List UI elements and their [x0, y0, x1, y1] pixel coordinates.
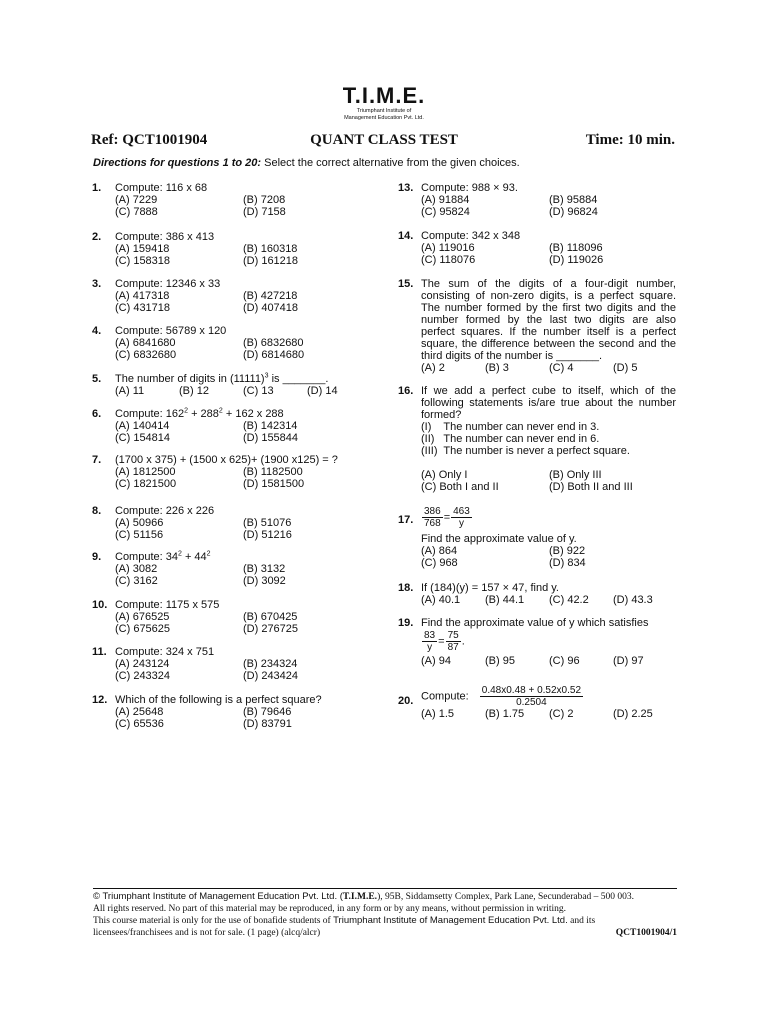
question-number: 5. [92, 373, 102, 385]
option-c: (C) 42.2 [549, 594, 589, 606]
question-7 [92, 454, 372, 505]
test-reference: Ref: QCT1001904 [91, 132, 208, 148]
option-a: (A) 1812500 [115, 466, 176, 478]
option-d: (D) 51216 [243, 529, 292, 541]
question-text: Compute: 1175 x 575 [115, 599, 220, 611]
questions-left-column [92, 182, 372, 730]
question-number: 13. [398, 182, 414, 194]
question-text: Find the approximate value of y. [421, 533, 577, 545]
directions-label: Directions for questions 1 to 20: [93, 157, 262, 169]
question-14 [398, 230, 676, 278]
question-number: 12. [92, 694, 108, 706]
rights-line: All rights reserved. No part of this material may be reproduced, in any form or by any means, without permission in writing. [93, 903, 567, 914]
question-20 [398, 685, 676, 720]
question-number: 11. [92, 646, 107, 658]
question-19 [398, 617, 676, 685]
option-d: (D) 83791 [243, 718, 292, 730]
option-c: (C) 243324 [115, 670, 171, 682]
fraction: $\frac{463}{y}$ [453, 506, 470, 529]
option-b: (B) 670425 [243, 611, 298, 623]
questions-right-column [398, 182, 676, 720]
option-c: (C) 6832680 [115, 349, 177, 361]
question-text: Compute: 116 x 68 [115, 182, 208, 194]
option-b: (B) 6832680 [243, 337, 304, 349]
question-text: Compute: 226 x 226 [115, 505, 215, 517]
equation: $\frac{386}{768}$ = $\frac{463}{y}$ [424, 506, 470, 529]
logo-subtitle-2: Management Education Pvt. Ltd. [344, 115, 424, 121]
question-number: 17. [398, 514, 414, 526]
fraction: $\frac{386}{768}$ [424, 506, 441, 529]
option-d: (D) 155844 [243, 432, 299, 444]
question-text: Compute: 324 x 751 [115, 646, 215, 658]
option-c: (C) 7888 [115, 206, 158, 218]
option-c: (C) 431718 [115, 302, 171, 314]
question-number: 20. [398, 695, 414, 707]
option-d: (D) 276725 [243, 623, 299, 635]
question-11 [92, 646, 372, 694]
directions-text: Select the correct alternative from the given choices. [261, 157, 520, 169]
option-a: (A) 2 [421, 362, 445, 374]
license-line: licensees/franchisees and is not for sale. (1 page) (alcq/alcr) [93, 927, 321, 938]
option-c: (C) 65536 [115, 718, 164, 730]
question-text: Compute: $34^2 + 44^2$ [115, 550, 211, 563]
option-a: (A) 11 [115, 385, 145, 397]
option-b: (B) 7208 [243, 194, 286, 206]
option-b: (B) 12 [179, 385, 209, 397]
option-d: (D) 119026 [549, 254, 604, 266]
option-d: (D) 3092 [243, 575, 286, 587]
option-a: (A) 243124 [115, 658, 170, 670]
question-number: 8. [92, 505, 102, 517]
question-text: Compute: 56789 x 120 [115, 325, 227, 337]
option-c: (C) 158318 [115, 255, 171, 267]
question-8 [92, 505, 372, 551]
option-a: (A) 864 [421, 545, 458, 557]
option-a: (A) 119016 [421, 242, 475, 254]
question-number: 7. [92, 454, 102, 466]
option-c: (C) 13 [243, 385, 274, 397]
option-a: (A) 40.1 [421, 594, 461, 606]
option-d: (D) 96824 [549, 206, 598, 218]
option-c: (C) 95824 [421, 206, 470, 218]
option-d: (D) 834 [549, 557, 586, 569]
option-d: (D) 5 [613, 362, 638, 374]
option-d: (D) 2.25 [613, 708, 653, 720]
statement-3: (III) The number is never a perfect square. [421, 445, 630, 457]
question-number: 15. [398, 278, 414, 290]
question-text: Compute: 12346 x 33 [115, 278, 221, 290]
question-15 [398, 278, 676, 385]
option-c: (C) 2 [549, 708, 574, 720]
question-text: Find the approximate value of y which satisfies [421, 617, 649, 629]
option-c: (C) 154814 [115, 432, 171, 444]
option-a: (A) 140414 [115, 420, 170, 432]
question-18 [398, 582, 676, 617]
option-c: (C) 4 [549, 362, 574, 374]
option-b: (B) 3132 [243, 563, 286, 575]
time-limit: Time: 10 min. [585, 132, 675, 148]
option-d: (D) 6814680 [243, 349, 305, 361]
option-b: (B) 922 [549, 545, 586, 557]
fraction: $\frac{75}{87}$ [447, 630, 459, 653]
statement-1: (I) The number can never end in 3. [421, 421, 600, 433]
question-number: 9. [92, 551, 102, 563]
option-d: (D) Both II and III [549, 481, 633, 493]
option-a: (A) 25648 [115, 706, 164, 718]
option-b: (B) 95884 [549, 194, 598, 206]
option-a: (A) 159418 [115, 243, 170, 255]
question-text: (1700 x 375) + (1500 x 625)+ (1900 x125) = ? [115, 454, 338, 466]
option-c: (C) Both I and II [421, 481, 499, 493]
question-4 [92, 325, 372, 373]
option-d: (D) 407418 [243, 302, 299, 314]
question-number: 6. [92, 408, 102, 420]
option-a: (A) 50966 [115, 517, 164, 529]
option-c: (C) 968 [421, 557, 458, 569]
page-code: QCT1001904/1 [615, 927, 677, 938]
option-a: (A) 6841680 [115, 337, 176, 349]
fraction: $\frac{0.48x0.48 + 0.52x0.52}{0.2504}$ [481, 685, 582, 708]
option-a: (A) 676525 [115, 611, 170, 623]
question-16 [398, 385, 676, 506]
logo-subtitle-1: Triumphant Institute of [356, 108, 412, 114]
option-d: (D) 243424 [243, 670, 299, 682]
option-c: (C) 675625 [115, 623, 171, 635]
statement-2: (II) The number can never end in 6. [421, 433, 600, 445]
question-number: 1. [92, 182, 102, 194]
question-number: 19. [398, 617, 414, 629]
option-c: (C) 51156 [115, 529, 164, 541]
logo [0, 84, 768, 122]
option-a: (A) 417318 [115, 290, 170, 302]
option-b: (B) 51076 [243, 517, 292, 529]
option-b: (B) 3 [485, 362, 509, 374]
question-9 [92, 551, 372, 599]
question-text: If (184)(y) = 157 × 47, find y. [421, 582, 559, 594]
option-d: (D) 14 [307, 385, 338, 397]
option-a: (A) 94 [421, 655, 451, 667]
option-a: (A) 3082 [115, 563, 158, 575]
equation: $\frac{83}{y}$ = $\frac{75}{87}$ . [424, 630, 465, 653]
usage-line: This course material is only for the use of bonafide students of Triumphant Institute of Management Education Pvt. Ltd. and its [93, 915, 596, 926]
option-b: (B) 160318 [243, 243, 298, 255]
question-text: The sum of the digits of a four-digit number, consisting of non-zero digits, is a perfect square. The number formed by the first two digits and the number formed by the last two digits are also perfect squares. If the number itself is a perfect square, the difference between the second and the third digits of the number is _______. [421, 278, 676, 362]
option-d: (D) 43.3 [613, 594, 653, 606]
question-number: 14. [398, 230, 414, 242]
question-6 [92, 408, 372, 454]
footer [93, 888, 677, 939]
question-number: 2. [92, 231, 102, 243]
question-1 [92, 182, 372, 231]
option-d: (D) 97 [613, 655, 644, 667]
directions [93, 157, 520, 169]
option-b: (B) 44.1 [485, 594, 525, 606]
question-13 [398, 182, 676, 230]
question-text: Compute: $162^2 + 288^2 + 162$ x 288 [115, 407, 284, 420]
option-b: (B) 427218 [243, 290, 298, 302]
option-b: (B) 1182500 [243, 466, 303, 478]
option-c: (C) 3162 [115, 575, 158, 587]
question-12 [92, 694, 372, 730]
question-text: Compute: 342 x 348 [421, 230, 521, 242]
question-number: 3. [92, 278, 102, 290]
question-text: Compute: 988 × 93. [421, 182, 518, 194]
option-a: (A) 91884 [421, 194, 470, 206]
option-d: (D) 1581500 [243, 478, 305, 490]
option-c: (C) 96 [549, 655, 580, 667]
question-number: 4. [92, 325, 102, 337]
question-text: Compute: 386 x 413 [115, 231, 215, 243]
question-number: 16. [398, 385, 414, 397]
option-a: (A) 1.5 [421, 708, 455, 720]
option-c: (C) 118076 [421, 254, 476, 266]
option-c: (C) 1821500 [115, 478, 177, 490]
option-b: (B) 95 [485, 655, 515, 667]
question-2 [92, 231, 372, 278]
option-d: (D) 161218 [243, 255, 299, 267]
question-text: If we add a perfect cube to itself, which of the following statements is/are true about the number formed? [421, 385, 676, 421]
fraction: $\frac{83}{y}$ [424, 630, 436, 653]
question-5 [92, 373, 372, 408]
question-text: The number of digits in $(11111)^3$ is _______. [115, 372, 329, 385]
option-b: (B) 79646 [243, 706, 292, 718]
question-3 [92, 278, 372, 325]
option-a: (A) 7229 [115, 194, 158, 206]
option-b: (B) 234324 [243, 658, 298, 670]
option-b: (B) Only III [549, 469, 602, 481]
question-17 [398, 506, 676, 582]
question-number: 18. [398, 582, 414, 594]
option-a: (A) Only I [421, 469, 468, 481]
option-b: (B) 142314 [243, 420, 298, 432]
copyright-line: © Triumphant Institute of Management Education Pvt. Ltd. (T.I.M.E.), 95B, Siddamsetty Complex, Park Lane, Secunderabad – 500 003. [93, 891, 635, 902]
question-10 [92, 599, 372, 646]
test-title: QUANT CLASS TEST [310, 132, 458, 148]
option-b: (B) 118096 [549, 242, 603, 254]
option-b: (B) 1.75 [485, 708, 525, 720]
question-number: 10. [92, 599, 108, 611]
question-text: Compute: $\frac{0.48x0.48 + 0.52x0.52}{0.2504}$ [421, 685, 582, 708]
option-d: (D) 7158 [243, 206, 286, 218]
question-text: Which of the following is a perfect square? [115, 694, 322, 706]
logo-brand: T.I.M.E. [342, 83, 426, 108]
